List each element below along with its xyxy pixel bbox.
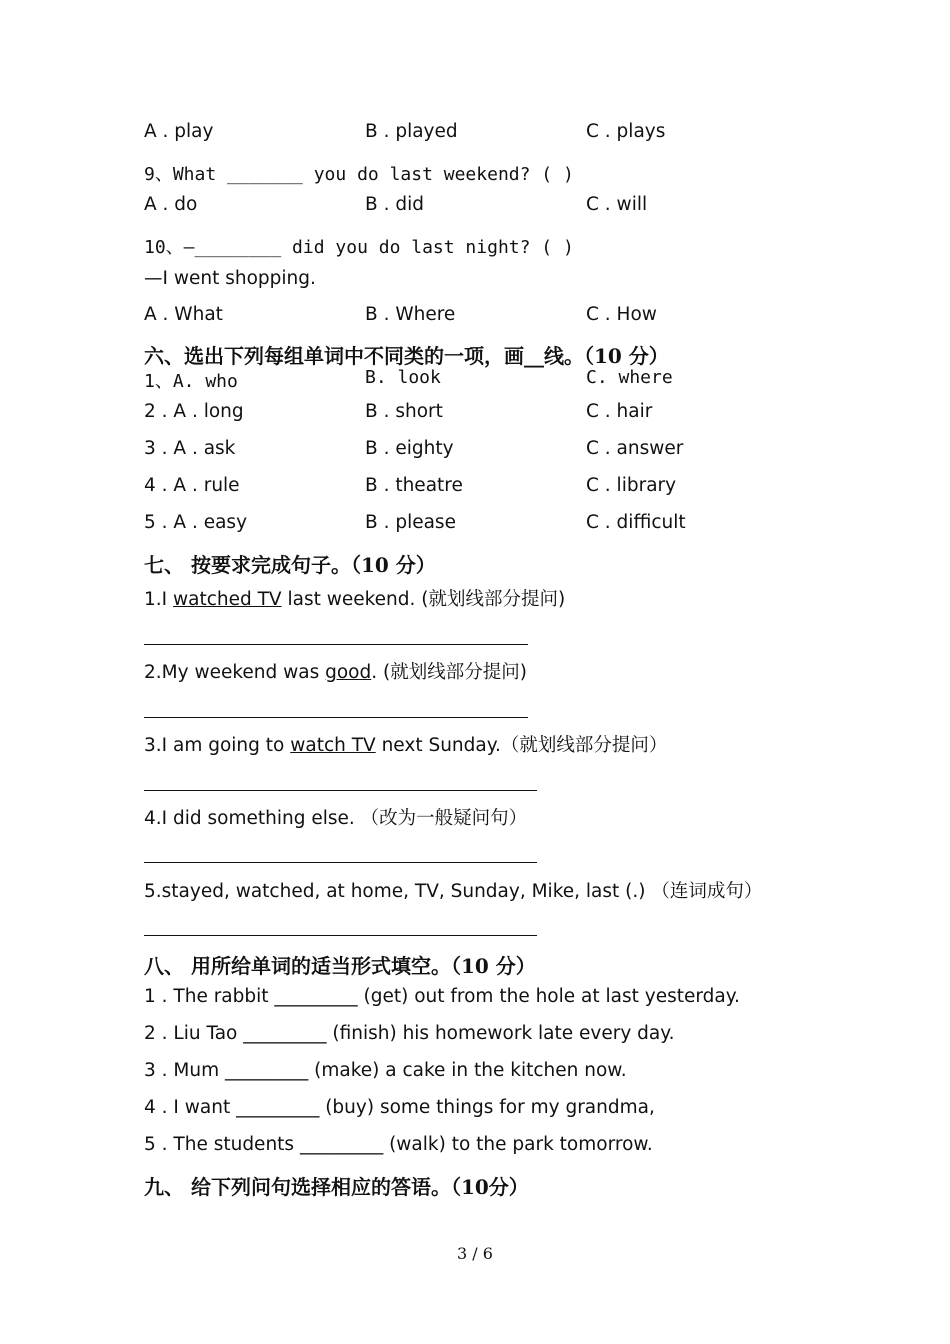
s8-item3: 3 . Mum _________ (make) a cake in the kitchen now. — [144, 1060, 627, 1081]
s8-item1: 1 . The rabbit _________ (get) out from the hole at last yesterday. — [144, 986, 740, 1007]
s6-row4-c: C . library — [586, 475, 677, 496]
s6-row1-b: B. look — [365, 367, 441, 388]
section6-title: 六、选出下列每组单词中不同类的一项，画__线。（10 分） — [144, 344, 669, 368]
s6-row5-c: C . difficult — [586, 512, 686, 533]
s8-item4: 4 . I want _________ (buy) some things for my grandma, — [144, 1097, 655, 1118]
q10-option-a: A . What — [144, 304, 223, 325]
q10-option-b: B . Where — [365, 304, 456, 325]
q9-option-c: C . will — [586, 194, 648, 215]
q10-reply: —I went shopping. — [144, 268, 316, 289]
q8-option-c: C . plays — [586, 121, 666, 142]
section7-title: 七、 按要求完成句子。（10 分） — [144, 553, 436, 577]
s6-row3-a: 3 . A . ask — [144, 438, 236, 459]
section8-title: 八、 用所给单词的适当形式填空。（10 分） — [144, 954, 536, 978]
s6-row5-a: 5 . A . easy — [144, 512, 248, 533]
s7-answer-line-4[interactable] — [144, 862, 537, 863]
s6-row2-c: C . hair — [586, 401, 653, 422]
s6-row1-a: 1、A. who — [144, 371, 238, 392]
s7-item1: 1.I watched TV last weekend. (就划线部分提问) — [144, 589, 566, 610]
s7-item5: 5.stayed, watched, at home, TV, Sunday, Mike, last (.) （连词成句） — [144, 881, 763, 902]
s7-answer-line-3[interactable] — [144, 790, 537, 791]
s6-row2-b: B . short — [365, 401, 443, 422]
q8-option-b: B . played — [365, 121, 458, 142]
s8-item5: 5 . The students _________ (walk) to the park tomorrow. — [144, 1134, 653, 1155]
s7-answer-line-2[interactable] — [144, 717, 528, 718]
q9-option-a: A . do — [144, 194, 198, 215]
s7-answer-line-5[interactable] — [144, 935, 537, 936]
q9-option-b: B . did — [365, 194, 424, 215]
s6-row1-c: C. where — [586, 367, 673, 388]
s6-row3-c: C . answer — [586, 438, 684, 459]
q8-option-a: A . play — [144, 121, 214, 142]
s6-row4-a: 4 . A . rule — [144, 475, 240, 496]
s6-row3-b: B . eighty — [365, 438, 454, 459]
q10-option-c: C . How — [586, 304, 657, 325]
q10-question: 10、—________ did you do last night? ( ) — [144, 237, 574, 258]
s6-row4-b: B . theatre — [365, 475, 463, 496]
s7-answer-line-1[interactable] — [144, 644, 528, 645]
s6-row5-b: B . please — [365, 512, 456, 533]
s6-row2-a: 2 . A . long — [144, 401, 244, 422]
s8-item2: 2 . Liu Tao _________ (finish) his homework late every day. — [144, 1023, 675, 1044]
s7-item4: 4.I did something else. （改为一般疑问句） — [144, 808, 528, 829]
page-number: 3 / 6 — [457, 1244, 493, 1263]
section9-title: 九、 给下列问句选择相应的答语。（10分） — [144, 1175, 529, 1199]
s7-item2: 2.My weekend was good. (就划线部分提问) — [144, 662, 527, 683]
s7-item3: 3.I am going to watch TV next Sunday.（就划线部分提问） — [144, 735, 668, 756]
q9-question: 9、What _______ you do last weekend? ( ) — [144, 164, 574, 185]
